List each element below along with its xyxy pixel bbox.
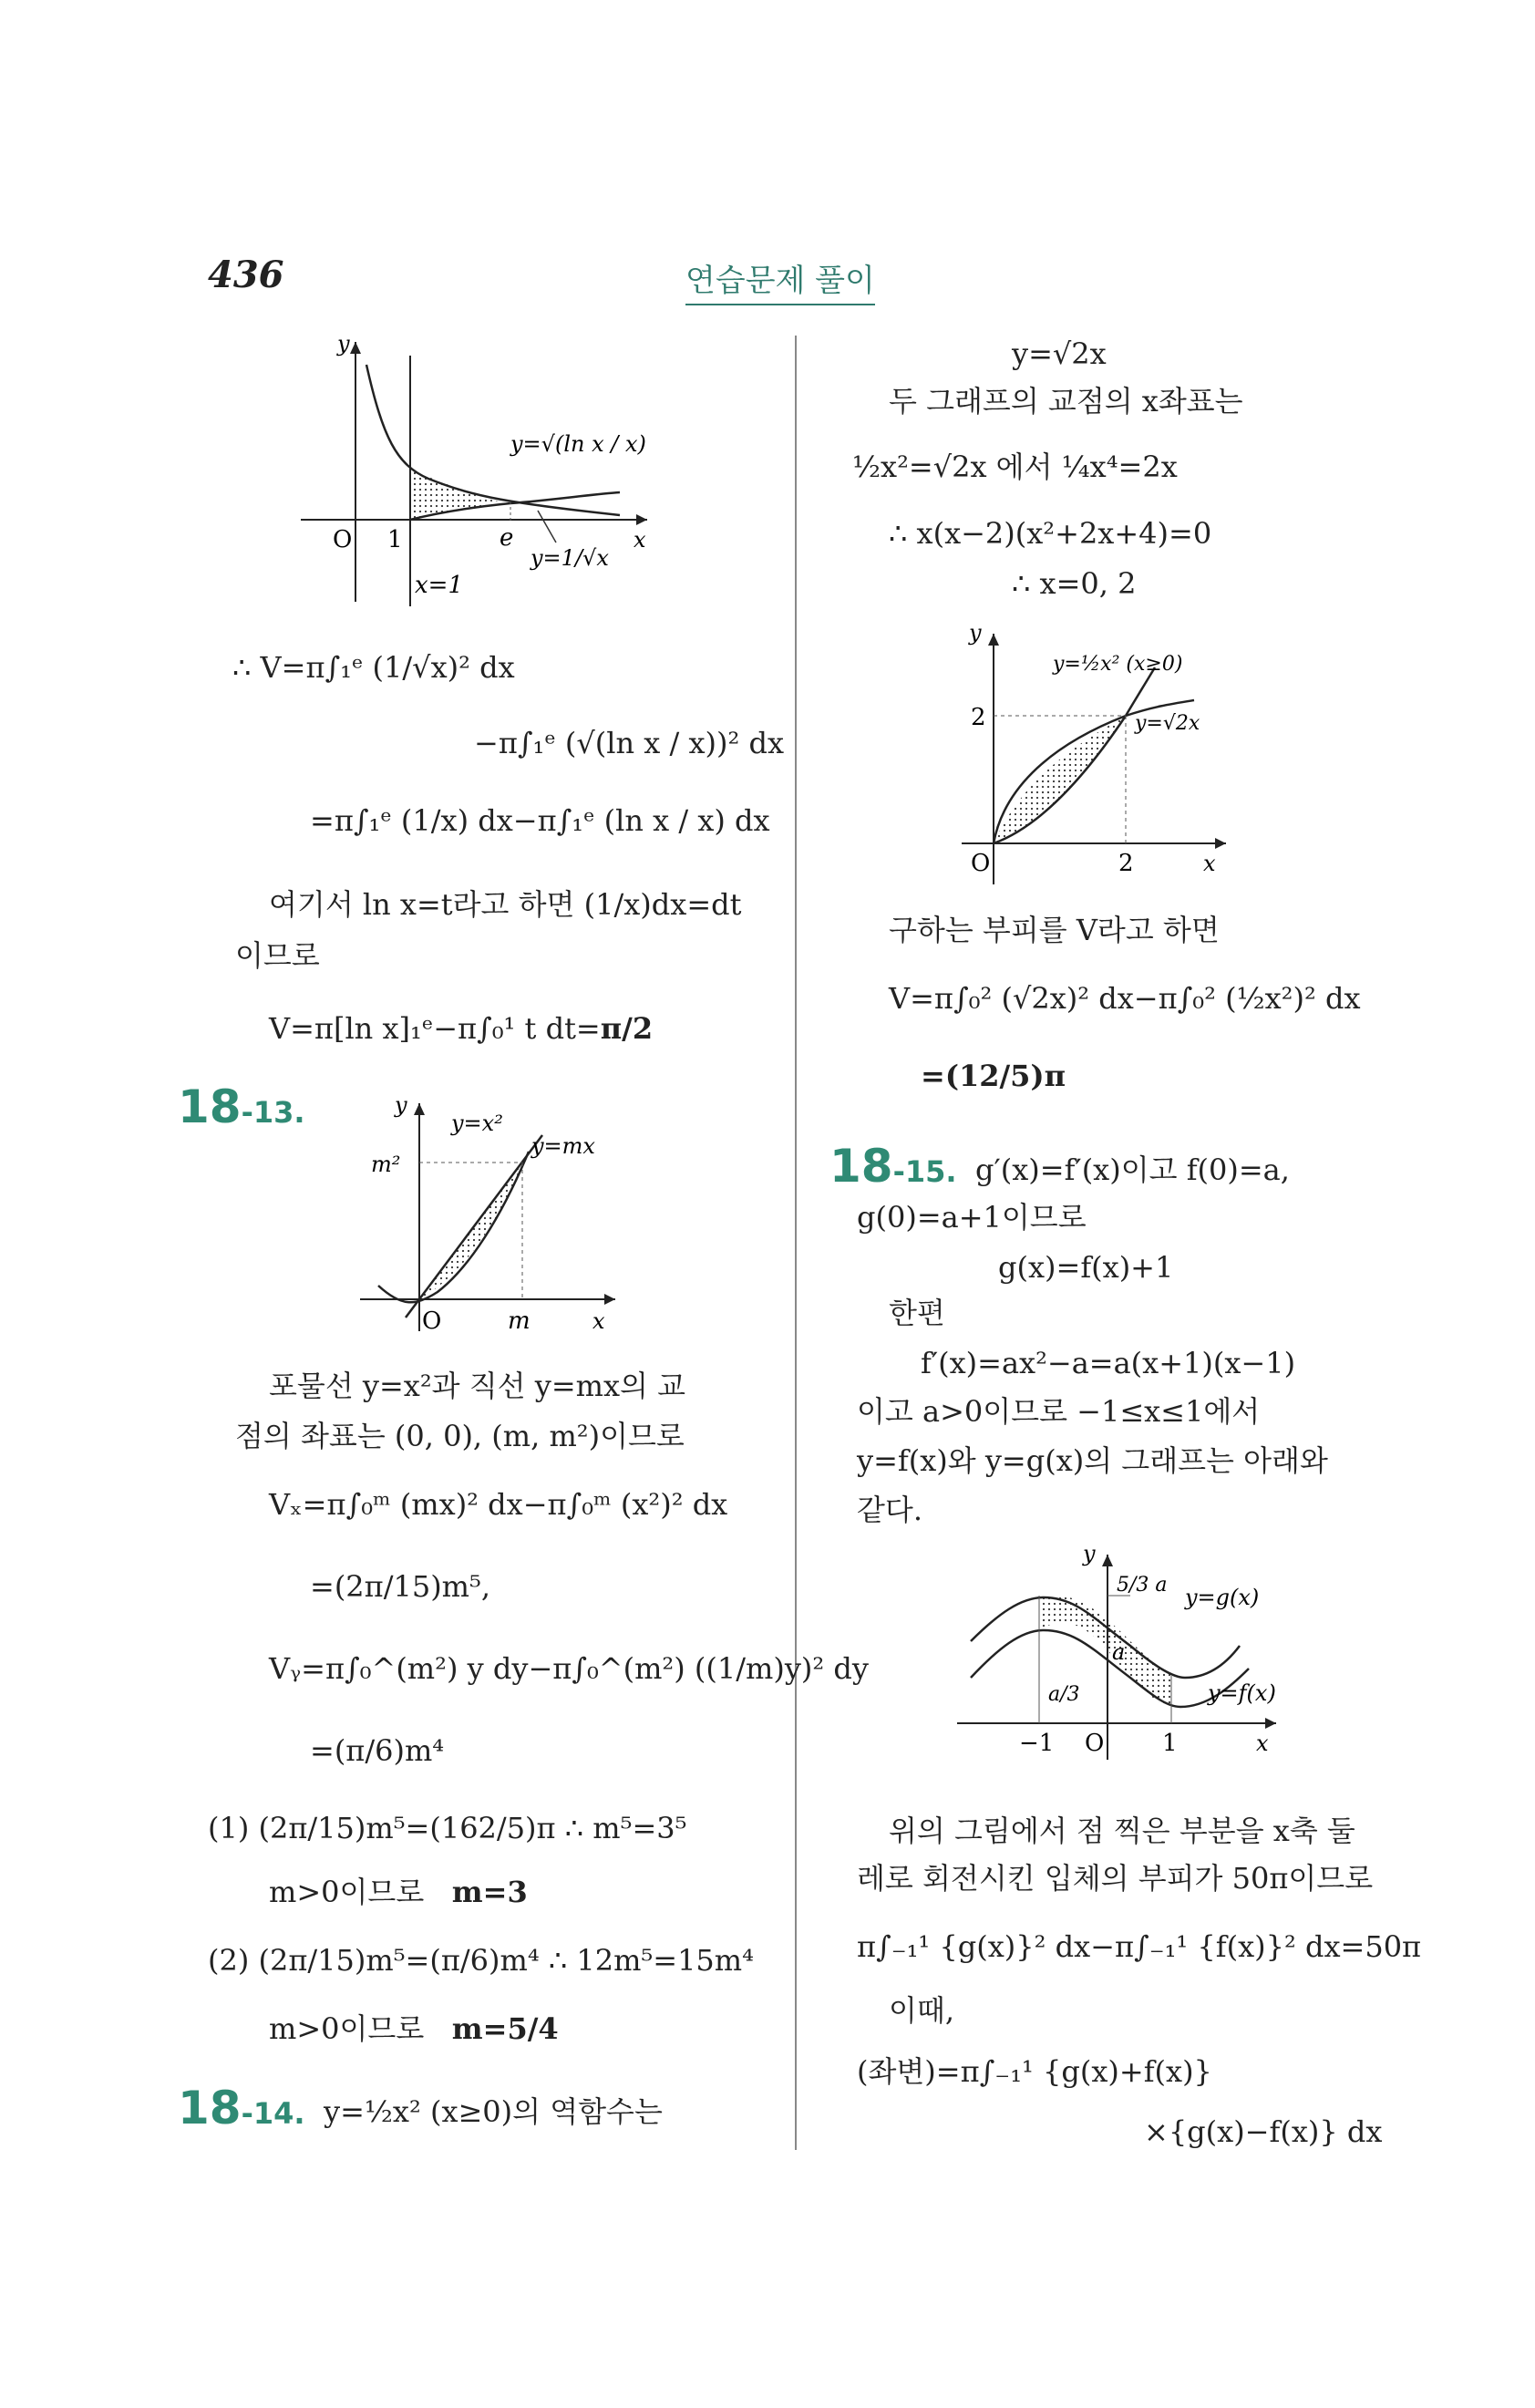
right-line-19: π∫₋₁¹ {g(x)}² dx−π∫₋₁¹ {f(x)}² dx=50π xyxy=(857,1929,1422,1964)
figure-3-graph xyxy=(953,620,1253,894)
fig1-tick-e: e xyxy=(500,524,514,552)
right-line-18: 레로 회전시킨 입체의 부피가 50π이므로 xyxy=(857,1861,1374,1896)
fig4-x-axis-label: x xyxy=(1256,1731,1269,1756)
column-divider xyxy=(795,336,797,2150)
fig2-parabola-label: y=x² xyxy=(451,1111,503,1136)
running-head: 연습문제 풀이 xyxy=(685,255,875,305)
fig2-tick-m: m xyxy=(508,1307,531,1335)
fig1-vertical-line-label: x=1 xyxy=(415,572,463,599)
left-line-4: 여기서 ln x=t라고 하면 (1/x)dx=dt xyxy=(269,887,742,922)
right-line-16: 같다. xyxy=(857,1493,922,1527)
right-line-17: 위의 그림에서 점 찍은 부분을 x축 둘 xyxy=(889,1814,1355,1848)
right-line-4: ∴ x(x−2)(x²+2x+4)=0 xyxy=(889,516,1212,551)
problem-18-13-number xyxy=(178,1080,305,1133)
fig4-y-axis-label: y xyxy=(1083,1541,1096,1566)
left-line-16-text: m>0이므로 xyxy=(269,2011,425,2046)
right-line-12: 한편 xyxy=(889,1296,945,1330)
fig3-tick-y: 2 xyxy=(971,704,986,731)
fig3-tick-x: 2 xyxy=(1118,850,1134,877)
fig1-x-axis-label: x xyxy=(634,527,646,553)
left-line-12: =(π/6)m⁴ xyxy=(310,1733,445,1768)
problem-18-13-sub: -13. xyxy=(241,1095,305,1130)
left-line-14 xyxy=(269,1874,528,1910)
left-line-9: Vₓ=π∫₀ᵐ (mx)² dx−π∫₀ᵐ (x²)² dx xyxy=(269,1487,728,1522)
figure-4-graph xyxy=(948,1541,1313,1778)
fig4-bottom-label: y=f(x) xyxy=(1208,1680,1276,1706)
left-line-3: =π∫₁ᵉ (1/x) dx−π∫₁ᵉ (ln x / x) dx xyxy=(310,803,770,838)
fig4-top-label: y=g(x) xyxy=(1185,1585,1260,1610)
fig1-curve-top-label: y=√(ln x / x) xyxy=(510,431,646,457)
page-number: 436 xyxy=(208,253,284,296)
left-line-8: 점의 좌표는 (0, 0), (m, m²)이므로 xyxy=(235,1419,685,1453)
fig3-curve-b-label: y=√2x xyxy=(1135,712,1200,735)
right-line-1: y=√2x xyxy=(1012,336,1107,371)
right-line-11: g(x)=f(x)+1 xyxy=(998,1250,1174,1285)
fig2-tick-m2: m² xyxy=(371,1152,401,1177)
fig4-a-label: a xyxy=(1112,1639,1126,1665)
right-line-22: ×{g(x)−f(x)} dx xyxy=(1144,2114,1383,2149)
right-line-14: 이고 a>0이므로 −1≤x≤1에서 xyxy=(857,1394,1261,1429)
problem-18-14-chapter: 18 xyxy=(178,2082,242,2134)
right-line-8-answer: =(12/5)π xyxy=(921,1059,1066,1093)
right-line-10: g(0)=a+1이므로 xyxy=(857,1200,1087,1235)
fig3-origin-label: O xyxy=(971,850,991,877)
right-line-7: V=π∫₀² (√2x)² dx−π∫₀² (½x²)² dx xyxy=(889,981,1361,1016)
fig2-origin-label: O xyxy=(422,1307,442,1335)
right-line-13: f′(x)=ax²−a=a(x+1)(x−1) xyxy=(921,1346,1296,1380)
left-line-5: 이므로 xyxy=(235,938,320,973)
fig2-y-axis-label: y xyxy=(395,1092,407,1118)
problem-18-14-number xyxy=(178,2082,305,2134)
right-line-5: ∴ x=0, 2 xyxy=(1012,566,1137,601)
right-line-20: 이때, xyxy=(889,1993,954,2028)
left-line-11: Vᵧ=π∫₀^(m²) y dy−π∫₀^(m²) ((1/m)y)² dy xyxy=(269,1651,869,1686)
left-line-6-answer: π/2 xyxy=(600,1011,654,1046)
fig2-line-label: y=mx xyxy=(531,1133,595,1159)
left-line-16-answer: m=5/4 xyxy=(451,2011,559,2046)
problem-18-14-sub: -14. xyxy=(241,2096,305,2131)
left-line-15: (2) (2π/15)m⁵=(π/6)m⁴ ∴ 12m⁵=15m⁴ xyxy=(208,1943,754,1978)
right-line-9: g′(x)=f′(x)이고 f(0)=a, xyxy=(975,1152,1290,1187)
fig3-y-axis-label: y xyxy=(969,620,982,646)
left-line-13: (1) (2π/15)m⁵=(162/5)π ∴ m⁵=3⁵ xyxy=(208,1811,687,1845)
left-line-10: =(2π/15)m⁵, xyxy=(310,1569,491,1604)
fig1-y-axis-label: y xyxy=(337,331,350,357)
fig1-curve-bottom-label: y=1/√x xyxy=(531,545,609,571)
fig1-tick-1: 1 xyxy=(387,526,403,553)
left-line-14-answer: m=3 xyxy=(451,1875,528,1909)
fig3-x-axis-label: x xyxy=(1203,851,1216,876)
left-line-6 xyxy=(269,1010,653,1047)
left-line-7: 포물선 y=x²과 직선 y=mx의 교 xyxy=(269,1369,686,1403)
fig2-x-axis-label: x xyxy=(592,1308,605,1334)
figure-2-graph xyxy=(351,1090,652,1336)
fig4-origin-label: O xyxy=(1085,1730,1105,1757)
figure-1-graph xyxy=(292,328,656,611)
fig1-origin-label: O xyxy=(333,526,353,553)
problem-18-15-chapter: 18 xyxy=(829,1140,893,1193)
left-line-6-text: V=π[ln x]₁ᵉ−π∫₀¹ t dt= xyxy=(269,1011,601,1046)
left-line-17: y=½x² (x≥0)의 역함수는 xyxy=(324,2094,663,2129)
right-line-2: 두 그래프의 교점의 x좌표는 xyxy=(889,384,1243,419)
left-line-16 xyxy=(269,2010,559,2047)
problem-18-15-sub: -15. xyxy=(892,1154,957,1189)
right-line-6: 구하는 부피를 V라고 하면 xyxy=(889,913,1220,947)
left-line-2: −π∫₁ᵉ (√(ln x / x))² dx xyxy=(474,726,784,760)
fig3-curve-a-label: y=½x² (x≥0) xyxy=(1053,653,1183,676)
fig4-tick-neg1: −1 xyxy=(1019,1730,1055,1757)
left-line-1: ∴ V=π∫₁ᵉ (1/√x)² dx xyxy=(232,650,515,685)
right-line-21: (좌변)=π∫₋₁¹ {g(x)+f(x)} xyxy=(857,2054,1212,2089)
problem-18-15-number xyxy=(829,1140,957,1193)
right-line-15: y=f(x)와 y=g(x)의 그래프는 아래와 xyxy=(857,1443,1328,1478)
problem-18-13-chapter: 18 xyxy=(178,1080,242,1133)
right-line-3: ½x²=√2x 에서 ¼x⁴=2x xyxy=(852,450,1178,484)
fig4-max-label: 5/3 a xyxy=(1117,1574,1168,1597)
fig4-a3-label: a/3 xyxy=(1048,1683,1080,1706)
fig4-tick-1: 1 xyxy=(1162,1730,1178,1757)
left-line-14-text: m>0이므로 xyxy=(269,1875,425,1909)
